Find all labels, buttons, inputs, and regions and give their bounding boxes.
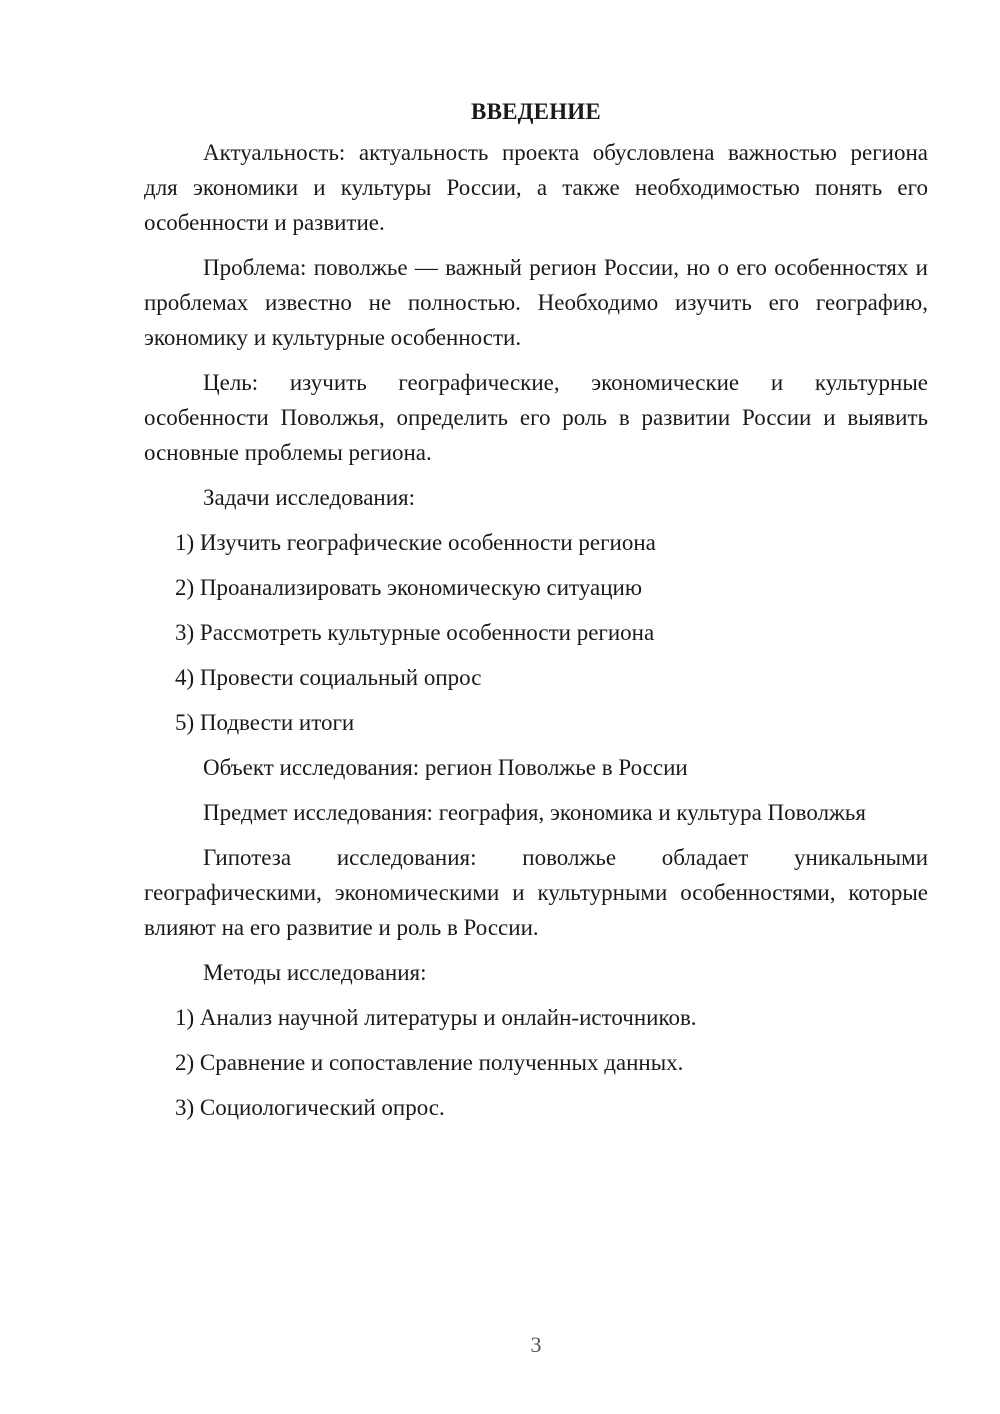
- task-item: 2) Проанализировать экономическую ситуацию: [175, 575, 643, 600]
- goal-paragraph: Цель: изучить географические, экономические и культурные особенности Поволжья, определить его роль в развитии России и выявить основные проблемы региона.: [144, 370, 928, 465]
- subject-line: Предмет исследования: география, экономика и культура Поволжья: [203, 800, 867, 825]
- problem-paragraph: Проблема: поволжье — важный регион России, но о его особенностях и проблемах известно не полностью. Необходимо изучить его географию, экономику и культурные особенности.: [144, 255, 928, 350]
- task-item: 5) Подвести итоги: [175, 710, 355, 735]
- page-number: 3: [530, 1332, 542, 1357]
- methods-label: Методы исследования:: [203, 960, 427, 985]
- page-title: ВВЕДЕНИЕ: [471, 99, 601, 124]
- relevance-paragraph: Актуальность: актуальность проекта обусловлена важностью региона для экономики и культуры России, а также необходимостью понять его особенности и развитие.: [144, 140, 928, 235]
- method-item: 1) Анализ научной литературы и онлайн-источников.: [175, 1005, 697, 1030]
- method-item: 2) Сравнение и сопоставление полученных данных.: [175, 1050, 684, 1075]
- task-item: 1) Изучить географические особенности региона: [175, 530, 656, 555]
- tasks-label: Задачи исследования:: [203, 485, 416, 510]
- page-content: [144, 94, 928, 1135]
- method-item: 3) Социологический опрос.: [175, 1095, 445, 1120]
- task-item: 4) Провести социальный опрос: [175, 665, 482, 690]
- object-line: Объект исследования: регион Поволжье в России: [203, 755, 688, 780]
- task-item: 3) Рассмотреть культурные особенности региона: [175, 620, 655, 645]
- hypothesis-paragraph: Гипотеза исследования: поволжье обладает уникальными географическими, экономическими и культурными особенностями, которые влияют на его развитие и роль в России.: [144, 845, 928, 940]
